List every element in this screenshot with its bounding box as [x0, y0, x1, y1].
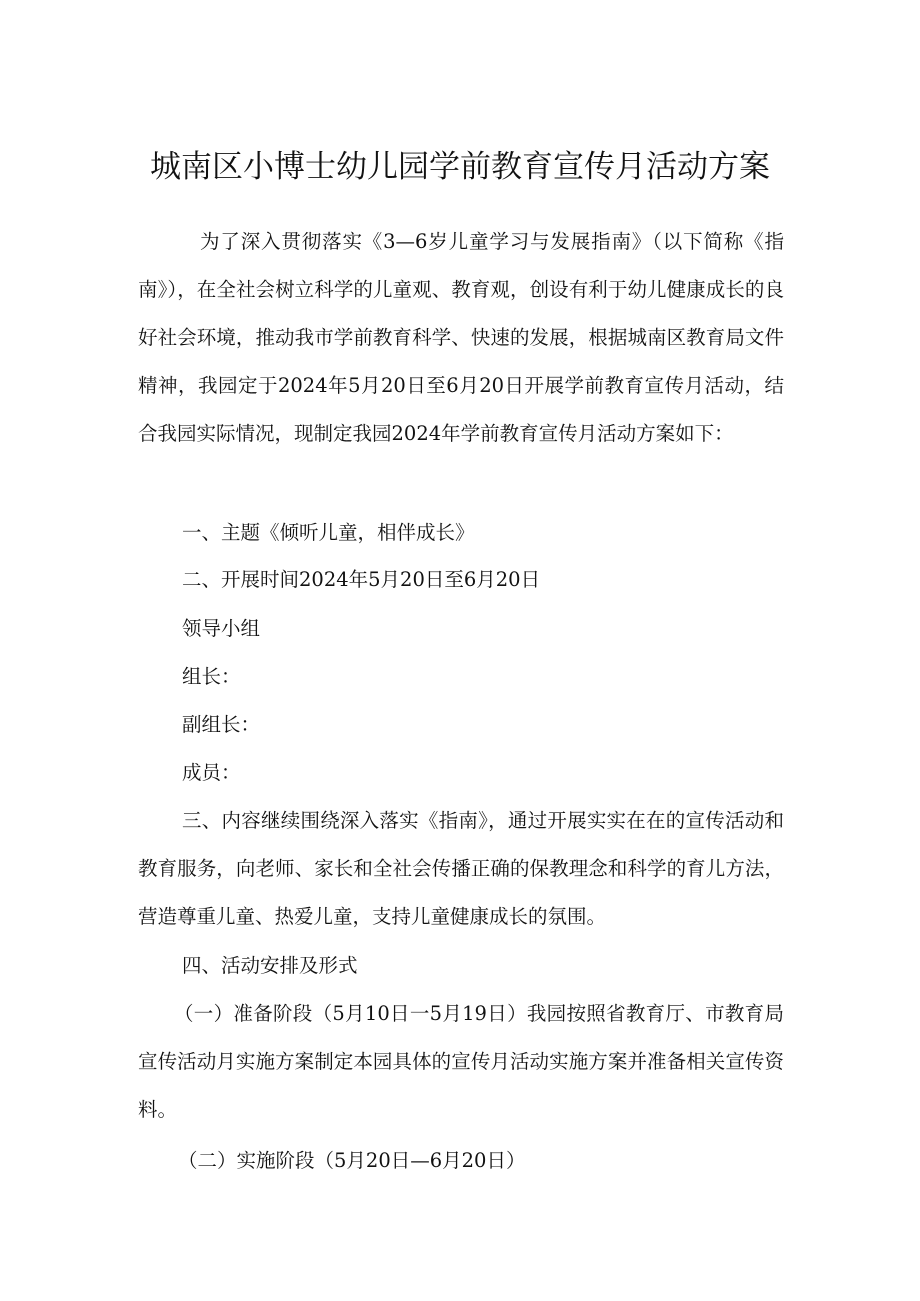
deputy-leader-field: 副组长：	[182, 713, 261, 736]
leadership-group-heading: 领导小组	[182, 617, 261, 640]
section-time: 二、开展时间2024年5月20日至6月20日	[182, 568, 541, 591]
section-content: 三、内容继续围绕深入落实《指南》，通过开展实实在在的宣传活动和教育服务，向老师、家长和全社会传播正确的保教理念和科学的育儿方法，营造尊重儿童、热爱儿童，支持儿童健康成长的氛围。	[138, 809, 784, 928]
stage-preparation: （一）准备阶段（5月10日一5月19日）我园按照省教育厅、市教育局宣传活动月实施方案制定本园具体的宣传月活动实施方案并准备相关宣传资料。	[138, 1002, 784, 1121]
document-title: 城南区小博士幼儿园学前教育宣传月活动方案	[150, 149, 770, 185]
section-arrangement: 四、活动安排及形式	[182, 954, 358, 977]
intro-paragraph: 为了深入贯彻落实《3—6岁儿童学习与发展指南》（以下简称《指南》），在全社会树立科学的儿童观、教育观，创设有利于幼儿健康成长的良好社会环境，推动我市学前教育科学、快速的发展，根据城南区教育局文件精神，我园定于2024年5月20日至6月20日开展学前教育宣传月活动，结合我园实际情况，现制定我园2024年学前教育宣传月活动方案如下：	[138, 230, 784, 445]
section-theme: 一、主题《倾听儿童，相伴成长》	[182, 521, 475, 544]
stage-implementation: （二）实施阶段（5月20日—6月20日）	[178, 1149, 526, 1172]
leader-field: 组长：	[182, 665, 241, 688]
members-field: 成员：	[182, 761, 241, 784]
